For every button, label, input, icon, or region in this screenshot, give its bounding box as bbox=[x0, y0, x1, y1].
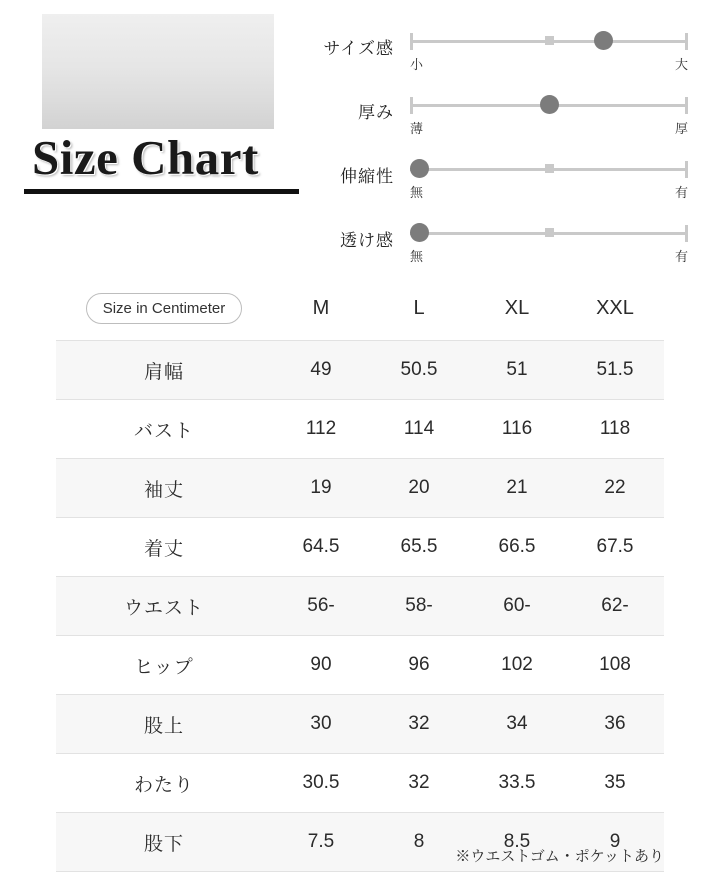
row-label: 袖丈 bbox=[56, 459, 272, 518]
cell: 116 bbox=[468, 400, 566, 459]
slider-label-thickness: 厚み bbox=[358, 103, 394, 122]
slider-row-sheerness bbox=[312, 208, 702, 272]
unit-badge: Size in Centimeter bbox=[86, 293, 243, 324]
slider-cap-left bbox=[410, 33, 413, 50]
cell: 62- bbox=[566, 577, 664, 636]
row-label: ヒップ bbox=[56, 636, 272, 695]
slider-knob-size[interactable] bbox=[594, 31, 613, 50]
slider-knob-sheerness[interactable] bbox=[410, 223, 429, 242]
slider-track-sheerness[interactable] bbox=[410, 208, 688, 272]
slider-track-stretch[interactable] bbox=[410, 144, 688, 208]
table-row bbox=[56, 754, 664, 813]
cell: 49 bbox=[272, 341, 370, 400]
cell: 90 bbox=[272, 636, 370, 695]
page-title: Size Chart bbox=[32, 130, 259, 185]
slider-high-label-sheerness: 有 bbox=[674, 249, 688, 264]
cell: 35 bbox=[566, 754, 664, 813]
slider-low-label-thickness: 薄 bbox=[410, 121, 424, 136]
slider-knob-thickness[interactable] bbox=[540, 95, 559, 114]
slider-cap-right bbox=[685, 225, 688, 242]
slider-cap-right bbox=[685, 97, 688, 114]
cell: 50.5 bbox=[370, 341, 468, 400]
cell: 114 bbox=[370, 400, 468, 459]
cell: 51.5 bbox=[566, 341, 664, 400]
slider-high-label-size: 大 bbox=[674, 57, 688, 72]
row-label: 股下 bbox=[56, 813, 272, 872]
cell: 66.5 bbox=[468, 518, 566, 577]
cell: 32 bbox=[370, 695, 468, 754]
slider-mid-tick bbox=[545, 36, 554, 45]
table-header-row bbox=[56, 276, 664, 341]
slider-row-stretch bbox=[312, 144, 702, 208]
cell: 19 bbox=[272, 459, 370, 518]
cell: 22 bbox=[566, 459, 664, 518]
cell: 33.5 bbox=[468, 754, 566, 813]
slider-label-sheerness: 透け感 bbox=[340, 231, 394, 250]
attribute-sliders bbox=[312, 16, 702, 272]
cell: 32 bbox=[370, 754, 468, 813]
slider-high-label-stretch: 有 bbox=[674, 185, 688, 200]
row-label: わたり bbox=[56, 754, 272, 813]
cell: 51 bbox=[468, 341, 566, 400]
slider-low-label-sheerness: 無 bbox=[410, 249, 424, 264]
cell: 112 bbox=[272, 400, 370, 459]
slider-knob-stretch[interactable] bbox=[410, 159, 429, 178]
cell: 67.5 bbox=[566, 518, 664, 577]
cell: 20 bbox=[370, 459, 468, 518]
cell: 102 bbox=[468, 636, 566, 695]
slider-label-size: サイズ感 bbox=[323, 39, 394, 58]
title-block bbox=[24, 132, 299, 194]
row-label: バスト bbox=[56, 400, 272, 459]
slider-low-label-size: 小 bbox=[410, 57, 424, 72]
cell: 118 bbox=[566, 400, 664, 459]
header-area bbox=[0, 0, 720, 272]
slider-cap-left bbox=[410, 97, 413, 114]
slider-track-thickness[interactable] bbox=[410, 80, 688, 144]
slider-mid-tick bbox=[545, 228, 554, 237]
table-row bbox=[56, 636, 664, 695]
row-label: 股上 bbox=[56, 695, 272, 754]
cell: 30 bbox=[272, 695, 370, 754]
cell: 21 bbox=[468, 459, 566, 518]
table-row bbox=[56, 400, 664, 459]
column-header-xxl: XXL bbox=[596, 296, 634, 319]
slider-cap-right bbox=[685, 33, 688, 50]
cell: 56- bbox=[272, 577, 370, 636]
row-label: 着丈 bbox=[56, 518, 272, 577]
cell: 96 bbox=[370, 636, 468, 695]
slider-row-thickness bbox=[312, 80, 702, 144]
product-photo bbox=[42, 14, 274, 129]
unit-cell bbox=[56, 276, 272, 341]
cell: 9 bbox=[566, 813, 664, 872]
table-row bbox=[56, 341, 664, 400]
row-label: ウエスト bbox=[56, 577, 272, 636]
cell: 34 bbox=[468, 695, 566, 754]
cell: 64.5 bbox=[272, 518, 370, 577]
table-row bbox=[56, 459, 664, 518]
size-table bbox=[56, 276, 664, 872]
slider-cap-right bbox=[685, 161, 688, 178]
table-row bbox=[56, 577, 664, 636]
cell: 65.5 bbox=[370, 518, 468, 577]
slider-high-label-thickness: 厚 bbox=[674, 121, 688, 136]
cell: 60- bbox=[468, 577, 566, 636]
slider-mid-tick bbox=[545, 164, 554, 173]
title-underline bbox=[24, 189, 299, 194]
row-label: 肩幅 bbox=[56, 341, 272, 400]
slider-track-size[interactable] bbox=[410, 16, 688, 80]
table-row bbox=[56, 518, 664, 577]
slider-low-label-stretch: 無 bbox=[410, 185, 424, 200]
table-row bbox=[56, 695, 664, 754]
slider-label-stretch: 伸縮性 bbox=[340, 167, 394, 186]
cell: 30.5 bbox=[272, 754, 370, 813]
cell: 8.5 bbox=[468, 813, 566, 872]
column-header-l: L bbox=[413, 296, 425, 319]
cell: 108 bbox=[566, 636, 664, 695]
cell: 58- bbox=[370, 577, 468, 636]
column-header-m: M bbox=[312, 296, 330, 319]
size-table-area bbox=[0, 276, 720, 872]
footnote: ※ウエストゴム・ポケットあり bbox=[455, 848, 664, 865]
cell: 8 bbox=[370, 813, 468, 872]
slider-row-size bbox=[312, 16, 702, 80]
column-header-xl: XL bbox=[504, 296, 530, 319]
cell: 7.5 bbox=[272, 813, 370, 872]
cell: 36 bbox=[566, 695, 664, 754]
